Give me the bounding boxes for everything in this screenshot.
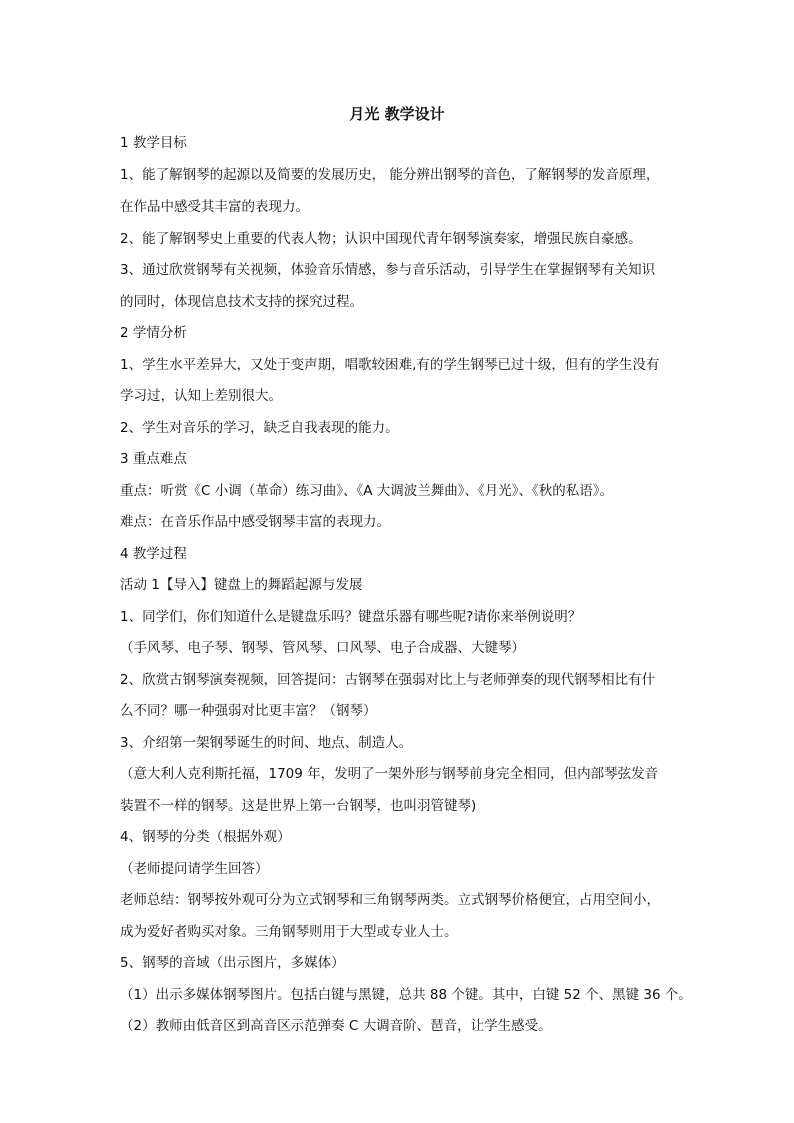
paragraph-line: 2、欣赏古钢琴演奏视频，回答提问：古钢琴在强弱对比上与老师弹奏的现代钢琴相比有什 (120, 672, 656, 688)
activity-heading: 活动 1【导入】键盘上的舞蹈起源与发展 (120, 577, 363, 593)
paragraph-line: 学习过，认知上差别很大。 (120, 388, 282, 404)
paragraph-line: 2、能了解钢琴史上重要的代表人物；认识中国现代青年钢琴演奏家，增强民族自豪感。 (120, 231, 642, 247)
section-heading-objectives: 1 教学目标 (120, 135, 187, 151)
paragraph-line: 2、学生对音乐的学习，缺乏自我表现的能力。 (120, 420, 399, 436)
paragraph-line: （手风琴、电子琴、钢琴、管风琴、口风琴、电子合成器、大键琴） (120, 640, 525, 656)
section-heading-key-points: 3 重点难点 (120, 451, 187, 467)
paragraph-line: 重点：听赏《C 小调（革命）练习曲》、《A 大调波兰舞曲》、《月光》、《秋的私语》。 (120, 483, 613, 499)
paragraph-line: （意大利人克利斯托福，1709 年，发明了一架外形与钢琴前身完全相同，但内部琴弦发音 (120, 766, 659, 782)
paragraph-line: （老师提问请学生回答） (120, 861, 269, 877)
paragraph-line: 1、学生水平差异大，又处于变声期，唱歌较困难,有的学生钢琴已过十级，但有的学生没有 (120, 357, 660, 373)
paragraph-line: （2）教师由低音区到高音区示范弹奏 C 大调音阶、琶音，让学生感受。 (120, 1018, 552, 1034)
paragraph-line: 1、同学们，你们知道什么是键盘乐吗？键盘乐器有哪些呢?请你来举例说明？ (120, 609, 582, 625)
paragraph-line: 么不同？哪一种强弱对比更丰富？（钢琴） (120, 703, 377, 719)
section-heading-process: 4 教学过程 (120, 546, 187, 562)
paragraph-line: 的同时，体现信息技术支持的探究过程。 (120, 294, 363, 310)
section-heading-analysis: 2 学情分析 (120, 325, 187, 341)
paragraph-line: 老师总结：钢琴按外观可分为立式钢琴和三角钢琴两类。立式钢琴价格便宜，占用空间小， (120, 892, 660, 908)
paragraph-line: 3、通过欣赏钢琴有关视频，体验音乐情感，参与音乐活动，引导学生在掌握钢琴有关知识 (120, 262, 656, 278)
paragraph-line: 1、能了解钢琴的起源以及简要的发展历史， 能分辨出钢琴的音色，了解钢琴的发音原理， (120, 167, 660, 183)
paragraph-line: 成为爱好者购买对象。三角钢琴则用于大型或专业人士。 (120, 924, 458, 940)
paragraph-line: 难点：在音乐作品中感受钢琴丰富的表现力。 (120, 514, 390, 530)
paragraph-line: （1）出示多媒体钢琴图片。包括白键与黑键，总共 88 个键。其中，白键 52 个、黑键 36 个。 (120, 987, 692, 1003)
paragraph-line: 4、钢琴的分类（根据外观） (120, 829, 291, 845)
paragraph-line: 在作品中感受其丰富的表现力。 (120, 199, 309, 215)
document-title: 月光 教学设计 (349, 105, 445, 123)
paragraph-line: 3、介绍第一架钢琴诞生的时间、地点、制造人。 (120, 735, 413, 751)
paragraph-line: 装置不一样的钢琴。这是世界上第一台钢琴，也叫羽管键琴) (120, 798, 477, 814)
paragraph-line: 5、钢琴的音域（出示图片，多媒体） (120, 955, 345, 971)
